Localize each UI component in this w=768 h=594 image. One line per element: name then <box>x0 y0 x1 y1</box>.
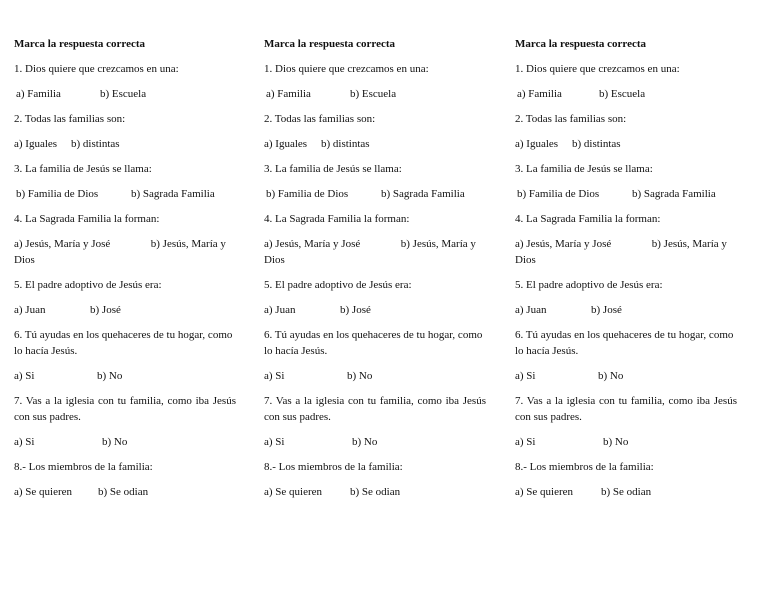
question-2-options <box>515 136 737 152</box>
option-a: a) Jesús, María y José <box>264 238 361 250</box>
question-2: 2. Todas las familias son: <box>264 113 376 125</box>
question-3-options <box>14 186 236 202</box>
question-1: 1. Dios quiere que crezcamos en una: <box>264 63 429 75</box>
option-a: a) Si <box>14 370 35 382</box>
option-b: b) Escuela <box>599 88 646 100</box>
option-a: a) Familia <box>517 88 562 100</box>
question-8: 8.- Los miembros de la familia: <box>515 461 654 473</box>
question-7-options <box>264 434 486 450</box>
question-2-options <box>264 136 486 152</box>
question-7: 7. Vas a la iglesia con tu familia, como iba Jesús con sus padres. <box>14 395 236 423</box>
option-a: a) Familia <box>266 88 311 100</box>
option-a: a) Si <box>264 436 285 448</box>
option-b: b) distintas <box>71 138 120 150</box>
option-b: b) Jesús, María y Dios <box>515 238 727 266</box>
question-4: 4. La Sagrada Familia la forman: <box>14 213 160 225</box>
question-6-options <box>264 368 486 384</box>
option-b: b) No <box>598 370 624 382</box>
question-4: 4. La Sagrada Familia la forman: <box>264 213 410 225</box>
worksheet-column-3 <box>515 36 737 509</box>
question-2: 2. Todas las familias son: <box>14 113 126 125</box>
question-3: 3. La familia de Jesús se llama: <box>14 163 152 175</box>
option-b: b) Escuela <box>100 88 147 100</box>
question-4-options <box>515 236 737 268</box>
option-a: a) Juan <box>515 304 547 316</box>
question-4-options <box>14 236 236 268</box>
question-7-options <box>14 434 236 450</box>
option-a: a) Juan <box>264 304 296 316</box>
option-b: b) José <box>591 304 622 316</box>
question-1-options <box>14 86 236 102</box>
question-3: 3. La familia de Jesús se llama: <box>264 163 402 175</box>
question-7: 7. Vas a la iglesia con tu familia, como iba Jesús con sus padres. <box>264 395 486 423</box>
option-a: b) Familia de Dios <box>517 188 600 200</box>
question-5-options <box>515 302 737 318</box>
option-a: a) Iguales <box>264 138 308 150</box>
question-3: 3. La familia de Jesús se llama: <box>515 163 653 175</box>
question-8-options <box>515 484 737 500</box>
question-6: 6. Tú ayudas en los quehaceres de tu hogar, como lo hacía Jesús. <box>264 329 483 357</box>
worksheet-title: Marca la respuesta correcta <box>264 38 396 50</box>
option-b: b) Jesús, María y Dios <box>14 238 226 266</box>
option-b: b) José <box>90 304 121 316</box>
question-1: 1. Dios quiere que crezcamos en una: <box>515 63 680 75</box>
question-1-options <box>515 86 737 102</box>
option-b: b) Sagrada Familia <box>381 188 465 200</box>
option-b: b) Jesús, María y Dios <box>264 238 476 266</box>
worksheet-column-2 <box>264 36 486 509</box>
option-b: b) Se odian <box>98 486 149 498</box>
option-a: a) Si <box>515 370 536 382</box>
option-a: a) Iguales <box>515 138 559 150</box>
question-6: 6. Tú ayudas en los quehaceres de tu hogar, como lo hacía Jesús. <box>515 329 734 357</box>
question-8: 8.- Los miembros de la familia: <box>14 461 153 473</box>
option-a: a) Si <box>515 436 536 448</box>
option-a: a) Jesús, María y José <box>14 238 111 250</box>
question-5: 5. El padre adoptivo de Jesús era: <box>14 279 162 291</box>
worksheet-column-1 <box>14 36 236 509</box>
option-b: b) No <box>352 436 378 448</box>
option-a: a) Se quieren <box>14 486 73 498</box>
question-1-options <box>264 86 486 102</box>
option-b: b) Sagrada Familia <box>131 188 215 200</box>
question-7: 7. Vas a la iglesia con tu familia, como iba Jesús con sus padres. <box>515 395 737 423</box>
option-b: b) José <box>340 304 371 316</box>
question-3-options <box>515 186 737 202</box>
option-b: b) distintas <box>321 138 370 150</box>
option-a: b) Familia de Dios <box>266 188 349 200</box>
option-b: b) Sagrada Familia <box>632 188 716 200</box>
worksheet-title: Marca la respuesta correcta <box>14 38 146 50</box>
option-a: b) Familia de Dios <box>16 188 99 200</box>
question-2-options <box>14 136 236 152</box>
question-4-options <box>264 236 486 268</box>
question-1: 1. Dios quiere que crezcamos en una: <box>14 63 179 75</box>
question-6-options <box>515 368 737 384</box>
option-a: a) Juan <box>14 304 46 316</box>
question-6: 6. Tú ayudas en los quehaceres de tu hogar, como lo hacía Jesús. <box>14 329 233 357</box>
option-b: b) No <box>97 370 123 382</box>
option-a: a) Se quieren <box>515 486 574 498</box>
option-b: b) No <box>102 436 128 448</box>
question-5-options <box>14 302 236 318</box>
option-b: b) Escuela <box>350 88 397 100</box>
question-4: 4. La Sagrada Familia la forman: <box>515 213 661 225</box>
question-3-options <box>264 186 486 202</box>
question-8: 8.- Los miembros de la familia: <box>264 461 403 473</box>
question-2: 2. Todas las familias son: <box>515 113 627 125</box>
question-5: 5. El padre adoptivo de Jesús era: <box>515 279 663 291</box>
option-a: a) Si <box>14 436 35 448</box>
option-b: b) No <box>347 370 373 382</box>
option-a: a) Se quieren <box>264 486 323 498</box>
worksheet-title: Marca la respuesta correcta <box>515 38 647 50</box>
option-b: b) Se odian <box>350 486 401 498</box>
question-8-options <box>264 484 486 500</box>
option-b: b) Se odian <box>601 486 652 498</box>
option-b: b) distintas <box>572 138 621 150</box>
question-7-options <box>515 434 737 450</box>
option-b: b) No <box>603 436 629 448</box>
question-8-options <box>14 484 236 500</box>
question-5-options <box>264 302 486 318</box>
question-5: 5. El padre adoptivo de Jesús era: <box>264 279 412 291</box>
question-6-options <box>14 368 236 384</box>
option-a: a) Si <box>264 370 285 382</box>
option-a: a) Iguales <box>14 138 58 150</box>
option-a: a) Jesús, María y José <box>515 238 612 250</box>
option-a: a) Familia <box>16 88 61 100</box>
